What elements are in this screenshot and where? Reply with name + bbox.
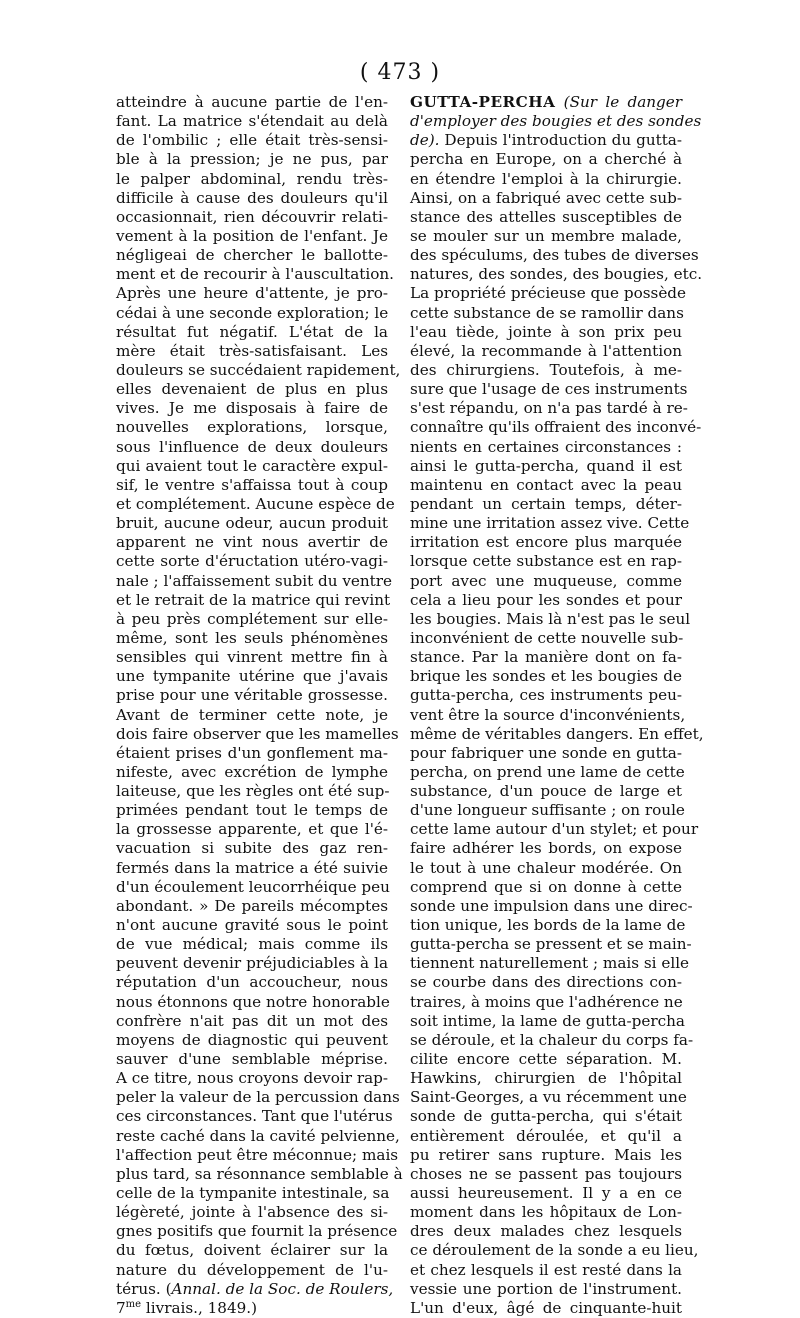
text-line: nifeste, avec excrétion de lymphe [116,762,388,781]
text-line: sonde une impulsion dans une direc- [410,896,693,915]
text-line: vessie une portion de l'instrument. [410,1279,682,1298]
text-line: La propriété précieuse que possède [410,284,687,303]
text-line: stance. Par la manière dont on fa- [410,648,682,667]
text-line: du fœtus, doivent éclairer sur la [116,1241,388,1260]
article-subtitle-3-rest: Depuis l'introduction du gutta- [439,131,682,150]
text-line: A ce titre, nous croyons devoir rap- [116,1069,388,1088]
text-line: lorsque cette substance est en rap- [410,552,682,571]
text-line: brique les sondes et les bougies de [410,667,682,686]
article-subtitle-3-italic: de). [410,131,440,150]
text-line: Hawkins, chirurgien de l'hôpital [410,1069,682,1088]
text-line: ces circonstances. Tant que l'utérus [116,1107,393,1126]
text-line: cette lame autour d'un stylet; et pour [410,820,699,839]
text-line: prise pour une véritable grossesse. [116,686,388,705]
text-line: une tympanite utérine que j'avais [116,667,388,686]
text-line: moyens de diagnostic qui peuvent [116,1030,388,1049]
text-line: apparent ne vint nous avertir de [116,533,388,552]
text-line: reste caché dans la cavité pelvienne, [116,1126,400,1145]
text-line: maintenu en contact avec la peau [410,475,682,494]
text-line: aussi heureusement. Il y a en ce [410,1184,682,1203]
text-line: étaient prises d'un gonflement ma- [116,743,388,762]
text-line: percha, on prend une lame de cette [410,762,685,781]
text-fragment: térus. ( [116,1279,172,1298]
text-line: l'affection peut être méconnue; mais [116,1145,399,1164]
text-line: port avec une muqueuse, comme [410,571,682,590]
text-line: cédai à une seconde exploration; le [116,303,389,322]
text-line: laiteuse, que les règles ont été sup- [116,782,390,801]
text-line: même de véritables dangers. En effet, [410,724,704,743]
text-line: résultat fut négatif. L'état de la [116,322,388,341]
text-line: Saint-Georges, a vu récemment une [410,1088,687,1107]
text-line: pu retirer sans rupture. Mais les [410,1145,682,1164]
text-line: de l'ombilic ; elle était très-sensi- [116,131,388,150]
text-line: cette substance de se ramollir dans [410,303,684,322]
text-line: entièrement déroulée, et qu'il a [410,1126,682,1145]
text-line: vives. Je me disposais à faire de [116,399,388,418]
citation-italic: Annal. de la Soc. de Roulers, [171,1279,394,1298]
right-column [410,93,704,1318]
article-subtitle-3 [410,131,682,150]
text-line: difficile à cause des douleurs qu'il [116,188,388,207]
text-line: faire adhérer les bords, on expose [410,839,682,858]
text-line: abondant. » De pareils mécomptes [116,896,388,915]
text-line: se courbe dans des directions con- [410,973,682,992]
text-line: L'un d'eux, âgé de cinquante-huit [410,1298,682,1317]
text-line: nients en certaines circonstances : [410,437,682,456]
text-line: elles devenaient de plus en plus [116,380,388,399]
text-line: bruit, aucune odeur, aucun produit [116,514,388,533]
text-line: fermés dans la matrice a été suivie [116,858,388,877]
text-line: sous l'influence de deux douleurs [116,437,388,456]
text-line: de vue médical; mais comme ils [116,935,388,954]
text-line: n'ont aucune gravité sous le point [116,916,388,935]
text-line: peuvent devenir préjudiciables à la [116,954,388,973]
citation-line-2 [116,1299,388,1318]
text-line: gnes positifs que fournit la présence [116,1222,398,1241]
citation-ordinal-suffix: me [125,1298,142,1310]
text-line: d'une longueur suffisante ; on roule [410,801,685,820]
text-line: pendant un certain temps, déter- [410,494,682,513]
text-line: se mouler sur un membre malade, [410,226,682,245]
text-line: atteindre à aucune partie de l'en- [116,93,388,111]
text-line: celle de la tympanite intestinale, sa [116,1184,390,1203]
text-line: tiennent naturellement ; mais si elle [410,954,690,973]
text-line: connaître qu'ils offraient des inconvé- [410,418,702,437]
text-line: légèreté, jointe à l'absence des si- [116,1203,388,1222]
text-line: gutta-percha se pressent et se main- [410,935,692,954]
text-line: primées pendant tout le temps de [116,801,388,820]
text-line: substance, d'un pouce de large et [410,782,682,801]
left-column [116,93,403,1318]
text-line: gutta-percha, ces instruments peu- [410,686,682,705]
text-line: peler la valeur de la percussion dans [116,1088,400,1107]
text-line: Avant de terminer cette note, je [116,705,388,724]
text-line: le tout à une chaleur modérée. On [410,858,682,877]
text-line: cette sorte d'éructation utéro-vagi- [116,552,388,571]
text-line: vacuation si subite des gaz ren- [116,839,388,858]
text-line: vement à la position de l'enfant. Je [116,226,388,245]
text-line: dres deux malades chez lesquels [410,1222,682,1241]
text-line: soit intime, la lame de gutta-percha [410,1011,685,1030]
text-line: se déroule, et la chaleur du corps fa- [410,1030,694,1049]
text-line: stance des attelles susceptibles de [410,207,682,226]
text-line: nature du développement de l'u- [116,1260,388,1279]
article-subtitle-2: d'employer des bougies et des sondes [410,112,702,131]
text-line: moment dans les hôpitaux de Lon- [410,1203,682,1222]
text-line: d'un écoulement leucorrhéique peu [116,877,390,896]
text-line: natures, des sondes, des bougies, etc. [410,265,703,284]
text-line: et complétement. Aucune espèce de [116,494,395,513]
citation-ordinal-number: 7 [116,1298,126,1317]
text-line: qui avaient tout le caractère expul- [116,456,388,475]
text-line: fant. La matrice s'étendait au delà [116,112,388,131]
text-line: traires, à moins que l'adhérence ne [410,992,683,1011]
page-number: ( 473 ) [359,60,441,85]
text-line: sensibles qui vinrent mettre fin à [116,648,388,667]
text-line: mine une irritation assez vive. Cette [410,514,690,533]
text-line: inconvénient de cette nouvelle sub- [410,628,684,647]
text-line: sauver d'une semblable méprise. [116,1050,388,1069]
text-line: ainsi le gutta-percha, quand il est [410,456,682,475]
article-heading-line [410,93,682,112]
text-line: percha en Europe, on a cherché à [410,150,682,169]
text-line: plus tard, sa résonnance semblable à [116,1164,403,1183]
text-line: et chez lesquels il est resté dans la [410,1260,682,1279]
text-line: les bougies. Mais là n'est pas le seul [410,609,691,628]
text-line: comprend que si on donne à cette [410,877,682,896]
text-line: l'eau tiède, jointe à son prix peu [410,322,682,341]
article-subtitle-1: (Sur le danger [563,93,682,111]
text-line: négligeai de chercher le ballotte- [116,246,388,265]
text-line: des chirurgiens. Toutefois, à me- [410,360,682,379]
text-line: s'est répandu, on n'a pas tardé à re- [410,399,688,418]
text-line: mère était très-satisfaisant. Les [116,341,388,360]
text-line: choses ne se passent pas toujours [410,1164,682,1183]
text-line: irritation est encore plus marquée [410,533,682,552]
text-line: cela a lieu pour les sondes et pour [410,590,682,609]
text-line: des spéculums, des tubes de diverses [410,246,699,265]
text-line: vent être la source d'inconvénients, [410,705,686,724]
text-line: réputation d'un accoucheur, nous [116,973,388,992]
text-line: nale ; l'affaissement subit du ventre [116,571,393,590]
text-line: tion unique, les bords de la lame de [410,916,686,935]
text-line: à peu près complétement sur elle- [116,609,388,628]
citation-tail: livrais., 1849.) [141,1298,258,1317]
text-line: nouvelles explorations, lorsque, [116,418,388,437]
text-line [116,1279,394,1299]
text-line: même, sont les seuls phénomènes [116,628,388,647]
text-line: ment et de recourir à l'auscultation. [116,265,395,284]
text-line: confrère n'ait pas dit un mot des [116,1011,388,1030]
text-line: douleurs se succédaient rapidement, [116,360,401,379]
text-line: cilite encore cette séparation. M. [410,1050,682,1069]
text-line: élevé, la recommande à l'attention [410,341,682,360]
text-line: pour fabriquer une sonde en gutta- [410,743,682,762]
text-line: sif, le ventre s'affaissa tout à coup [116,475,388,494]
text-line: la grossesse apparente, et que l'é- [116,820,388,839]
text-line: sonde de gutta-percha, qui s'était [410,1107,682,1126]
article-title: GUTTA-PERCHA [410,93,556,111]
text-line: Après une heure d'attente, je pro- [116,284,388,303]
text-line: ble à la pression; je ne pus, par [116,150,388,169]
text-line: nous étonnons que notre honorable [116,992,390,1011]
text-line: occasionnait, rien découvrir relati- [116,207,388,226]
text-line: le palper abdominal, rendu très- [116,169,388,188]
text-line: et le retrait de la matrice qui revint [116,590,391,609]
text-line: ce déroulement de la sonde a eu lieu, [410,1241,699,1260]
text-line: en étendre l'emploi à la chirurgie. [410,169,682,188]
text-line: Ainsi, on a fabriqué avec cette sub- [410,188,682,207]
text-line: sure que l'usage de ces instruments [410,380,688,399]
text-line: dois faire observer que les mamelles [116,724,399,743]
